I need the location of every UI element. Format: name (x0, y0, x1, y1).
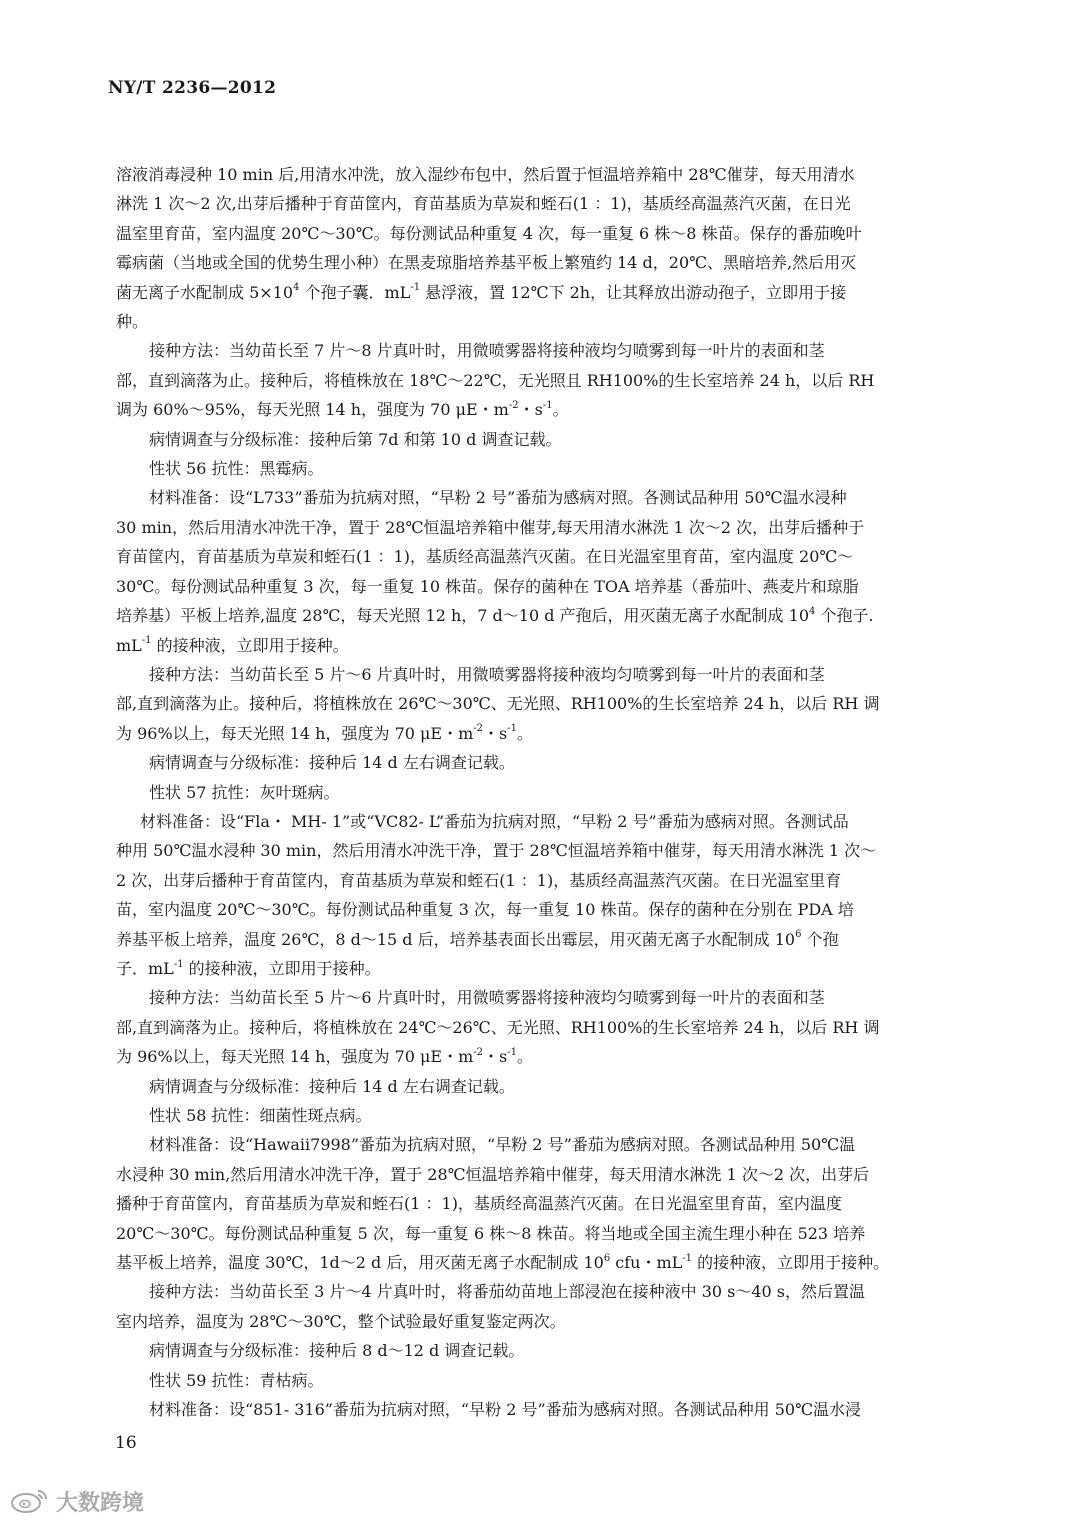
text-line: 水浸种 30 min,然后用清水冲洗干净，置于 28℃恒温培养箱中催芽，每天用清水淋洗 1 次～2 次，出芽后 (116, 1164, 870, 1184)
watermark (10, 1486, 144, 1516)
text-line: 病情调查与分级标准：接种后第 7d 和第 10 d 调查记载。 (149, 429, 562, 449)
text-line: 性状 59 抗性：青枯病。 (149, 1370, 324, 1390)
text-line: 霉病菌（当地或全国的优势生理小种）在黑麦琼脂培养基平板上繁殖约 14 d，20℃、黑暗培养,然后用灭 (116, 253, 857, 273)
text-line: 溶液消毒浸种 10 min 后,用清水冲洗，放入湿纱布包中，然后置于恒温培养箱中 28℃催芽，每天用清水 (116, 165, 855, 184)
text-line: 部,直到滴落为止。接种后，将植株放在 26℃～30℃、无光照、RH100%的生长室培养 24 h，以后 RH 调 (116, 694, 880, 714)
text-line: 为 96%以上，每天光照 14 h，强度为 70 μE・$m^{-2}$・$s^{-1}$。 (116, 723, 534, 743)
text-line: 养基平板上培养，温度 26℃，8 d～15 d 后，培养基表面长出霉层，用灭菌无离子水配制成 $10^6$ 个孢 (116, 929, 839, 949)
text-line: 部,直到滴落为止。接种后，将植株放在 24℃～26℃、无光照、RH100%的生长室培养 24 h，以后 RH 调 (116, 1017, 880, 1037)
text-line: 病情调查与分级标准：接种后 14 d 左右调查记载。 (149, 753, 515, 773)
text-line: 接种方法：当幼苗长至 3 片～4 片真叶时，将番茄幼苗地上部浸泡在接种液中 30 s～40 s，然后置温 (149, 1282, 866, 1302)
text-line: 材料准备：设“Fla・ MH- 1”或“VC82- L”番茄为抗病对照，“早粉 2 号”番茄为感病对照。各测试品 (140, 811, 849, 831)
text-line: 材料准备：设“L733”番茄为抗病对照，“早粉 2 号”番茄为感病对照。各测试品种用 50℃温水浸种 (149, 488, 847, 508)
text-line: $mL^{-1}$ 的接种液，立即用于接种。 (116, 635, 349, 655)
text-line: 培养基）平板上培养,温度 28℃，每天光照 12 h，7 d～10 d 产孢后，用灭菌无离子水配制成 $10^4$ 个孢子. (116, 605, 874, 626)
body-text (116, 160, 978, 1424)
text-line: 30 min，然后用清水冲洗干净，置于 28℃恒温培养箱中催芽,每天用清水淋洗 1 次～2 次，出芽后播种于 (116, 517, 865, 537)
text-line: 材料准备：设“851- 316”番茄为抗病对照，“早粉 2 号”番茄为感病对照。各测试品种用 50℃温水浸 (149, 1400, 861, 1420)
text-line: 室内培养，温度为 28℃～30℃，整个试验最好重复鉴定两次。 (116, 1311, 566, 1331)
text-line: 30℃。每份测试品种重复 3 次，每一重复 10 株苗。保存的菌种在 TOA 培养基（番茄叶、燕麦片和琼脂 (116, 576, 859, 596)
weibo-logo-icon (10, 1487, 50, 1515)
text-line: 性状 57 抗性：灰叶斑病。 (149, 782, 340, 802)
text-line: 子．$mL^{-1}$ 的接种液，立即用于接种。 (116, 958, 381, 978)
text-line: 材料准备：设“Hawaii7998”番茄为抗病对照，“早粉 2 号”番茄为感病对照。各测试品种用 50℃温 (149, 1135, 856, 1155)
page-number: 16 (115, 1433, 137, 1453)
text-line: 播种于育苗筐内，育苗基质为草炭和蛭石(1 ：1)，基质经高温蒸汽灭菌。在日光温室里育苗，室内温度 (116, 1194, 842, 1214)
text-line: 育苗筐内，育苗基质为草炭和蛭石(1 ：1)，基质经高温蒸汽灭菌。在日光温室里育苗，室内温度 20℃～ (116, 547, 854, 567)
standard-number-header: NY/T 2236—2012 (108, 78, 277, 98)
text-line: 种。 (116, 312, 149, 332)
text-line: 20℃～30℃。每份测试品种重复 5 次，每一重复 6 株～8 株苗。将当地或全国主流生理小种在 523 培养 (116, 1223, 866, 1243)
text-line: 病情调查与分级标准：接种后 8 d～12 d 调查记载。 (149, 1341, 525, 1361)
text-line: 接种方法：当幼苗长至 7 片～8 片真叶时，用微喷雾器将接种液均匀喷雾到每一叶片的表面和茎 (149, 341, 825, 361)
text-line: 淋洗 1 次～2 次,出芽后播种于育苗筐内，育苗基质为草炭和蛭石(1 ：1)，基质经高温蒸汽灭菌，在日光 (116, 194, 851, 214)
text-line: 苗，室内温度 20℃～30℃。每份测试品种重复 3 次，每一重复 10 株苗。保存的菌种在分别在 PDA 培 (116, 900, 854, 920)
text-line: 基平板上培养，温度 30℃，1d～2 d 后，用灭菌无离子水配制成 $10^6$ cfu・$mL^{-1}$ 的接种液，立即用于接种。 (116, 1252, 890, 1273)
text-line: 接种方法：当幼苗长至 5 片～6 片真叶时，用微喷雾器将接种液均匀喷雾到每一叶片的表面和茎 (149, 664, 825, 684)
text-line: 调为 60%～95%，每天光照 14 h，强度为 70 μE・$m^{-2}$・$s^{-1}$。 (116, 399, 569, 420)
watermark-text: 大数跨境 (56, 1490, 145, 1516)
text-line: 病情调查与分级标准：接种后 14 d 左右调查记载。 (149, 1076, 515, 1096)
text-line: 菌无离子水配制成 $5\times 10^4$ 个孢子囊．$mL^{-1}$ 悬浮液，置 12℃下 2h，让其释放出游动孢子，立即用于接 (116, 282, 847, 302)
text-line: 部，直到滴落为止。接种后，将植株放在 18℃～22℃，无光照且 RH100%的生长室培养 24 h，以后 RH (116, 370, 875, 390)
text-line: 性状 58 抗性：细菌性斑点病。 (149, 1106, 372, 1125)
text-line: 2 次，出芽后播种于育苗筐内，育苗基质为草炭和蛭石(1 ：1)，基质经高温蒸汽灭菌。在日光温室里育 (116, 870, 842, 890)
text-line: 种用 50℃温水浸种 30 min，然后用清水冲洗干净，置于 28℃恒温培养箱中催芽，每天用清水淋洗 1 次～ (116, 841, 877, 861)
text-line: 为 96%以上，每天光照 14 h，强度为 70 μE・$m^{-2}$・$s^{-1}$。 (116, 1046, 534, 1067)
text-line: 性状 56 抗性：黑霉病。 (149, 459, 324, 479)
text-line: 接种方法：当幼苗长至 5 片～6 片真叶时，用微喷雾器将接种液均匀喷雾到每一叶片的表面和茎 (149, 988, 825, 1008)
text-line: 温室里育苗，室内温度 20℃～30℃。每份测试品种重复 4 次，每一重复 6 株～8 株苗。保存的番茄晚叶 (116, 223, 862, 243)
